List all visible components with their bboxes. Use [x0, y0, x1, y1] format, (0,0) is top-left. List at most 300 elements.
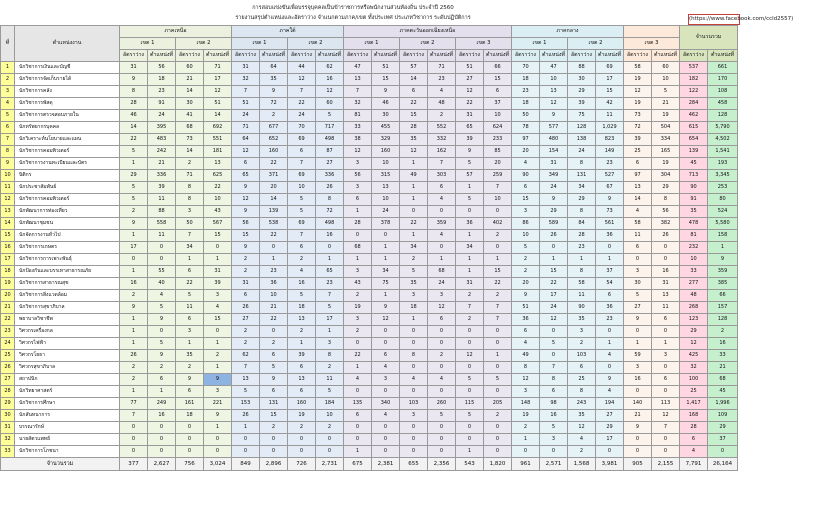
value-cell[interactable]: 21	[260, 302, 288, 314]
value-cell[interactable]: 1	[456, 230, 484, 242]
value-cell[interactable]: 0	[400, 206, 428, 218]
row-index[interactable]: 24	[1, 338, 15, 350]
value-cell[interactable]: 24	[232, 110, 260, 122]
total-cell[interactable]: 122	[680, 86, 708, 98]
value-cell[interactable]: 0	[316, 446, 344, 458]
value-cell[interactable]: 71	[176, 170, 204, 182]
row-index[interactable]: 29	[1, 398, 15, 410]
value-cell[interactable]: 14	[204, 110, 232, 122]
value-cell[interactable]: 153	[232, 398, 260, 410]
value-cell[interactable]: 9	[204, 410, 232, 422]
value-cell[interactable]: 9	[232, 182, 260, 194]
row-index[interactable]: 31	[1, 422, 15, 434]
value-cell[interactable]: 49	[400, 170, 428, 182]
value-cell[interactable]: 0	[596, 326, 624, 338]
row-index[interactable]: 30	[1, 410, 15, 422]
value-cell[interactable]: 9	[148, 314, 176, 326]
position-cell[interactable]: นักป้องกันและบรรเทาสาธารณภัย	[15, 266, 120, 278]
value-cell[interactable]: 402	[484, 218, 512, 230]
value-cell[interactable]: 2	[176, 158, 204, 170]
position-cell[interactable]: พยาบาลวิชาชีพ	[15, 314, 120, 326]
total-cell[interactable]: 1,417	[680, 398, 708, 410]
value-cell[interactable]: 0	[176, 422, 204, 434]
value-cell[interactable]: 0	[428, 242, 456, 254]
value-cell[interactable]: 37	[596, 266, 624, 278]
grand-total-cell[interactable]: 2,381	[372, 458, 400, 471]
value-cell[interactable]: 0	[316, 434, 344, 446]
value-cell[interactable]: 0	[652, 446, 680, 458]
value-cell[interactable]: 5	[540, 338, 568, 350]
value-cell[interactable]: 0	[148, 254, 176, 266]
value-cell[interactable]: 1	[204, 422, 232, 434]
value-cell[interactable]: 567	[204, 218, 232, 230]
value-cell[interactable]: 15	[596, 86, 624, 98]
value-cell[interactable]: 4	[372, 362, 400, 374]
value-cell[interactable]: 58	[624, 218, 652, 230]
value-cell[interactable]: 90	[512, 170, 540, 182]
total-cell[interactable]: 158	[708, 230, 738, 242]
value-cell[interactable]: 21	[652, 98, 680, 110]
grand-total-cell[interactable]: 2,896	[260, 458, 288, 471]
value-cell[interactable]: 483	[148, 134, 176, 146]
value-cell[interactable]: 98	[540, 398, 568, 410]
value-cell[interactable]: 77	[120, 398, 148, 410]
value-cell[interactable]: 47	[344, 62, 372, 74]
value-cell[interactable]: 0	[400, 386, 428, 398]
value-cell[interactable]: 22	[176, 278, 204, 290]
value-cell[interactable]: 8	[176, 182, 204, 194]
row-index[interactable]: 16	[1, 242, 15, 254]
value-cell[interactable]: 3	[568, 326, 596, 338]
value-cell[interactable]: 6	[568, 362, 596, 374]
total-cell[interactable]: 478	[680, 218, 708, 230]
value-cell[interactable]: 9	[624, 314, 652, 326]
value-cell[interactable]: 15	[540, 266, 568, 278]
value-cell[interactable]: 18	[512, 74, 540, 86]
value-cell[interactable]: 19	[512, 410, 540, 422]
value-cell[interactable]: 5	[288, 194, 316, 206]
value-cell[interactable]: 35	[400, 134, 428, 146]
value-cell[interactable]: 0	[316, 242, 344, 254]
value-cell[interactable]: 1	[456, 446, 484, 458]
value-cell[interactable]: 4	[512, 158, 540, 170]
row-index[interactable]: 25	[1, 350, 15, 362]
value-cell[interactable]: 0	[652, 362, 680, 374]
row-index[interactable]: 28	[1, 386, 15, 398]
value-cell[interactable]: 24	[540, 182, 568, 194]
row-index[interactable]: 11	[1, 182, 15, 194]
total-cell[interactable]: 284	[680, 98, 708, 110]
value-cell[interactable]: 31	[204, 266, 232, 278]
value-cell[interactable]: 0	[540, 242, 568, 254]
value-cell[interactable]: 46	[372, 98, 400, 110]
value-cell[interactable]: 9	[596, 194, 624, 206]
value-cell[interactable]: 56	[652, 206, 680, 218]
value-cell[interactable]: 3	[652, 350, 680, 362]
value-cell[interactable]: 1	[344, 446, 372, 458]
value-cell[interactable]: 1	[372, 242, 400, 254]
value-cell[interactable]: 2	[204, 350, 232, 362]
value-cell[interactable]: 2	[120, 362, 148, 374]
value-cell[interactable]: 69	[288, 218, 316, 230]
value-cell[interactable]: 22	[400, 98, 428, 110]
total-cell[interactable]: 45	[680, 158, 708, 170]
value-cell[interactable]: 50	[512, 110, 540, 122]
value-cell[interactable]: 0	[120, 434, 148, 446]
row-index[interactable]: 26	[1, 362, 15, 374]
value-cell[interactable]: 2	[428, 350, 456, 362]
value-cell[interactable]: 27	[456, 74, 484, 86]
value-cell[interactable]: 65	[232, 170, 260, 182]
value-cell[interactable]: 2	[344, 326, 372, 338]
value-cell[interactable]: 823	[596, 134, 624, 146]
value-cell[interactable]: 0	[400, 446, 428, 458]
value-cell[interactable]: 51	[204, 98, 232, 110]
row-index[interactable]: 9	[1, 158, 15, 170]
value-cell[interactable]: 10	[204, 194, 232, 206]
value-cell[interactable]: 6	[596, 290, 624, 302]
total-cell[interactable]: 45	[708, 386, 738, 398]
value-cell[interactable]: 9	[512, 290, 540, 302]
position-cell[interactable]: นักวิชาการศึกษา	[15, 398, 120, 410]
value-cell[interactable]: 14	[624, 194, 652, 206]
total-cell[interactable]: 33	[708, 350, 738, 362]
value-cell[interactable]: 2	[512, 422, 540, 434]
value-cell[interactable]: 1	[372, 290, 400, 302]
total-cell[interactable]: 1,996	[708, 398, 738, 410]
value-cell[interactable]: 2	[288, 422, 316, 434]
value-cell[interactable]: 15	[400, 110, 428, 122]
value-cell[interactable]: 23	[316, 278, 344, 290]
value-cell[interactable]: 7	[652, 422, 680, 434]
value-cell[interactable]: 41	[176, 110, 204, 122]
value-cell[interactable]: 9	[120, 218, 148, 230]
value-cell[interactable]: 6	[176, 386, 204, 398]
value-cell[interactable]: 6	[344, 194, 372, 206]
value-cell[interactable]: 340	[372, 398, 400, 410]
total-cell[interactable]: 2	[708, 326, 738, 338]
value-cell[interactable]: 0	[428, 434, 456, 446]
value-cell[interactable]: 7	[484, 314, 512, 326]
total-cell[interactable]: 90	[680, 182, 708, 194]
value-cell[interactable]: 17	[596, 74, 624, 86]
position-cell[interactable]: วิศวกรเครื่องกล	[15, 326, 120, 338]
row-index[interactable]: 5	[1, 110, 15, 122]
value-cell[interactable]: 24	[428, 278, 456, 290]
value-cell[interactable]: 6	[624, 158, 652, 170]
value-cell[interactable]: 15	[232, 230, 260, 242]
value-cell[interactable]: 14	[260, 194, 288, 206]
value-cell[interactable]: 140	[624, 398, 652, 410]
value-cell[interactable]: 249	[148, 398, 176, 410]
value-cell[interactable]: 19	[344, 302, 372, 314]
value-cell[interactable]: 7	[288, 86, 316, 98]
value-cell[interactable]: 3	[344, 314, 372, 326]
value-cell[interactable]: 4	[428, 86, 456, 98]
value-cell[interactable]: 11	[568, 290, 596, 302]
value-cell[interactable]: 56	[344, 170, 372, 182]
value-cell[interactable]: 5	[260, 362, 288, 374]
value-cell[interactable]: 0	[372, 434, 400, 446]
value-cell[interactable]: 5	[120, 146, 148, 158]
row-index[interactable]: 19	[1, 278, 15, 290]
value-cell[interactable]: 22	[344, 350, 372, 362]
value-cell[interactable]: 7	[484, 302, 512, 314]
value-cell[interactable]: 1	[176, 338, 204, 350]
value-cell[interactable]: 3	[428, 290, 456, 302]
value-cell[interactable]: 22	[120, 134, 148, 146]
total-cell[interactable]: 108	[708, 86, 738, 98]
total-cell[interactable]: 9	[708, 254, 738, 266]
value-cell[interactable]: 24	[540, 302, 568, 314]
value-cell[interactable]: 4	[596, 386, 624, 398]
grand-total-cell[interactable]: 675	[344, 458, 372, 471]
value-cell[interactable]: 8	[568, 386, 596, 398]
total-cell[interactable]: 100	[680, 374, 708, 386]
value-cell[interactable]: 4	[344, 374, 372, 386]
total-cell[interactable]: 32	[680, 362, 708, 374]
value-cell[interactable]: 88	[568, 62, 596, 74]
value-cell[interactable]: 0	[540, 446, 568, 458]
value-cell[interactable]: 161	[176, 398, 204, 410]
position-cell[interactable]: นักทรัพยากรบุคคล	[15, 122, 120, 134]
value-cell[interactable]: 0	[456, 338, 484, 350]
value-cell[interactable]: 11	[148, 230, 176, 242]
value-cell[interactable]: 20	[512, 146, 540, 158]
position-cell[interactable]: นักวิชาการสุขาภิบาล	[15, 302, 120, 314]
value-cell[interactable]: 12	[232, 194, 260, 206]
row-index[interactable]: 2	[1, 74, 15, 86]
value-cell[interactable]: 2	[512, 254, 540, 266]
value-cell[interactable]: 7	[232, 362, 260, 374]
value-cell[interactable]: 38	[344, 134, 372, 146]
value-cell[interactable]: 85	[484, 146, 512, 158]
value-cell[interactable]: 128	[568, 122, 596, 134]
total-cell[interactable]: 232	[680, 242, 708, 254]
value-cell[interactable]: 42	[596, 98, 624, 110]
value-cell[interactable]: 3	[344, 266, 372, 278]
value-cell[interactable]: 73	[624, 110, 652, 122]
grand-total-cell[interactable]: 2,571	[540, 458, 568, 471]
value-cell[interactable]: 103	[400, 398, 428, 410]
value-cell[interactable]: 4	[428, 230, 456, 242]
value-cell[interactable]: 0	[372, 446, 400, 458]
value-cell[interactable]: 23	[428, 74, 456, 86]
value-cell[interactable]: 43	[204, 206, 232, 218]
value-cell[interactable]: 39	[204, 278, 232, 290]
value-cell[interactable]: 194	[596, 398, 624, 410]
total-cell[interactable]: 3,345	[708, 170, 738, 182]
value-cell[interactable]: 5	[316, 386, 344, 398]
position-cell[interactable]: นักวิชาการคอมพิวเตอร์	[15, 146, 120, 158]
value-cell[interactable]: 1	[288, 338, 316, 350]
value-cell[interactable]: 8	[540, 374, 568, 386]
grand-total-cell[interactable]: 1,568	[568, 458, 596, 471]
value-cell[interactable]: 1	[400, 158, 428, 170]
value-cell[interactable]: 24	[288, 110, 316, 122]
value-cell[interactable]: 6	[512, 182, 540, 194]
value-cell[interactable]: 2	[148, 362, 176, 374]
value-cell[interactable]: 19	[288, 410, 316, 422]
value-cell[interactable]: 3	[540, 434, 568, 446]
value-cell[interactable]: 16	[120, 278, 148, 290]
value-cell[interactable]: 3	[344, 182, 372, 194]
value-cell[interactable]: 28	[568, 230, 596, 242]
value-cell[interactable]: 6	[288, 146, 316, 158]
value-cell[interactable]: 16	[288, 278, 316, 290]
value-cell[interactable]: 2	[512, 266, 540, 278]
position-cell[interactable]: นักประชาสัมพันธ์	[15, 182, 120, 194]
value-cell[interactable]: 0	[428, 206, 456, 218]
value-cell[interactable]: 2	[120, 374, 148, 386]
row-index[interactable]: 12	[1, 194, 15, 206]
value-cell[interactable]: 25	[568, 374, 596, 386]
value-cell[interactable]: 28	[120, 98, 148, 110]
value-cell[interactable]: 12	[232, 146, 260, 158]
position-cell[interactable]: วิศวกรสุขาภิบาล	[15, 362, 120, 374]
value-cell[interactable]: 78	[512, 122, 540, 134]
value-cell[interactable]: 6	[344, 410, 372, 422]
facebook-link[interactable]: (https://www.facebook.com/ccld2557)	[688, 14, 740, 25]
total-cell[interactable]: 0	[708, 446, 738, 458]
total-cell[interactable]: 33	[680, 266, 708, 278]
value-cell[interactable]: 2	[232, 266, 260, 278]
value-cell[interactable]: 12	[456, 350, 484, 362]
value-cell[interactable]: 22	[400, 218, 428, 230]
value-cell[interactable]: 1	[456, 266, 484, 278]
total-cell[interactable]: 139	[680, 146, 708, 158]
value-cell[interactable]: 68	[428, 266, 456, 278]
value-cell[interactable]: 72	[260, 98, 288, 110]
value-cell[interactable]: 0	[652, 434, 680, 446]
value-cell[interactable]: 12	[204, 86, 232, 98]
value-cell[interactable]: 0	[484, 242, 512, 254]
value-cell[interactable]: 16	[540, 410, 568, 422]
value-cell[interactable]: 9	[120, 302, 148, 314]
total-cell[interactable]: 80	[708, 194, 738, 206]
value-cell[interactable]: 2	[232, 338, 260, 350]
value-cell[interactable]: 0	[484, 326, 512, 338]
value-cell[interactable]: 1	[596, 254, 624, 266]
value-cell[interactable]: 3	[204, 290, 232, 302]
value-cell[interactable]: 5	[148, 302, 176, 314]
value-cell[interactable]: 113	[652, 398, 680, 410]
value-cell[interactable]: 0	[652, 254, 680, 266]
value-cell[interactable]: 0	[484, 338, 512, 350]
value-cell[interactable]: 2	[568, 446, 596, 458]
value-cell[interactable]: 1	[540, 254, 568, 266]
value-cell[interactable]: 84	[568, 218, 596, 230]
position-cell[interactable]: นักวิชาการตรวจสอบภายใน	[15, 110, 120, 122]
value-cell[interactable]: 0	[484, 206, 512, 218]
value-cell[interactable]: 29	[652, 182, 680, 194]
value-cell[interactable]: 10	[288, 182, 316, 194]
grand-total-cell[interactable]: 7,791	[680, 458, 708, 471]
value-cell[interactable]: 1,029	[596, 122, 624, 134]
value-cell[interactable]: 17	[540, 290, 568, 302]
value-cell[interactable]: 0	[652, 386, 680, 398]
grand-total-cell[interactable]: 961	[512, 458, 540, 471]
value-cell[interactable]: 67	[596, 182, 624, 194]
value-cell[interactable]: 103	[568, 350, 596, 362]
value-cell[interactable]: 5	[456, 194, 484, 206]
value-cell[interactable]: 7	[176, 230, 204, 242]
value-cell[interactable]: 29	[120, 170, 148, 182]
value-cell[interactable]: 12	[540, 98, 568, 110]
value-cell[interactable]: 20	[260, 182, 288, 194]
value-cell[interactable]: 75	[568, 110, 596, 122]
total-cell[interactable]: 4,502	[708, 134, 738, 146]
value-cell[interactable]: 31	[456, 278, 484, 290]
value-cell[interactable]: 47	[540, 62, 568, 74]
total-cell[interactable]: 29	[708, 422, 738, 434]
value-cell[interactable]: 5	[484, 374, 512, 386]
value-cell[interactable]: 0	[624, 434, 652, 446]
value-cell[interactable]: 18	[288, 302, 316, 314]
value-cell[interactable]: 1	[400, 194, 428, 206]
value-cell[interactable]: 4	[148, 290, 176, 302]
value-cell[interactable]: 26	[232, 410, 260, 422]
value-cell[interactable]: 6	[624, 242, 652, 254]
value-cell[interactable]: 7	[232, 86, 260, 98]
value-cell[interactable]: 7	[288, 158, 316, 170]
value-cell[interactable]: 20	[512, 278, 540, 290]
value-cell[interactable]: 9	[372, 86, 400, 98]
value-cell[interactable]: 17	[120, 242, 148, 254]
position-cell[interactable]: นักวิชาการสาธารณสุข	[15, 278, 120, 290]
value-cell[interactable]: 382	[652, 218, 680, 230]
value-cell[interactable]: 349	[540, 170, 568, 182]
value-cell[interactable]: 35	[568, 314, 596, 326]
value-cell[interactable]: 4	[428, 194, 456, 206]
position-cell[interactable]: นักวิชาการโภชนา	[15, 446, 120, 458]
value-cell[interactable]: 36	[596, 230, 624, 242]
total-cell[interactable]: 654	[680, 134, 708, 146]
value-cell[interactable]: 60	[176, 62, 204, 74]
value-cell[interactable]: 16	[316, 74, 344, 86]
position-cell[interactable]: นิติกร	[15, 170, 120, 182]
total-cell[interactable]: 170	[708, 74, 738, 86]
value-cell[interactable]: 221	[204, 398, 232, 410]
value-cell[interactable]: 51	[456, 62, 484, 74]
value-cell[interactable]: 1	[120, 158, 148, 170]
position-cell[interactable]: นักวิชาการงานทะเบียนและบัตร	[15, 158, 120, 170]
row-index[interactable]: 14	[1, 218, 15, 230]
value-cell[interactable]: 0	[344, 386, 372, 398]
value-cell[interactable]: 16	[652, 266, 680, 278]
value-cell[interactable]: 11	[624, 230, 652, 242]
value-cell[interactable]: 5	[120, 194, 148, 206]
total-cell[interactable]: 12	[680, 338, 708, 350]
grand-total-cell[interactable]: 2,627	[148, 458, 176, 471]
position-cell[interactable]: นักวิชาการเกษตร	[15, 242, 120, 254]
value-cell[interactable]: 162	[428, 146, 456, 158]
value-cell[interactable]: 1	[176, 254, 204, 266]
value-cell[interactable]: 10	[484, 110, 512, 122]
value-cell[interactable]: 242	[148, 146, 176, 158]
value-cell[interactable]: 21	[148, 158, 176, 170]
grand-total-cell[interactable]: 26,164	[708, 458, 738, 471]
value-cell[interactable]: 17	[316, 314, 344, 326]
value-cell[interactable]: 28	[400, 122, 428, 134]
value-cell[interactable]: 4	[624, 206, 652, 218]
value-cell[interactable]: 16	[316, 230, 344, 242]
value-cell[interactable]: 9	[204, 374, 232, 386]
value-cell[interactable]: 498	[316, 134, 344, 146]
value-cell[interactable]: 56	[148, 62, 176, 74]
value-cell[interactable]: 8	[316, 350, 344, 362]
value-cell[interactable]: 23	[596, 314, 624, 326]
